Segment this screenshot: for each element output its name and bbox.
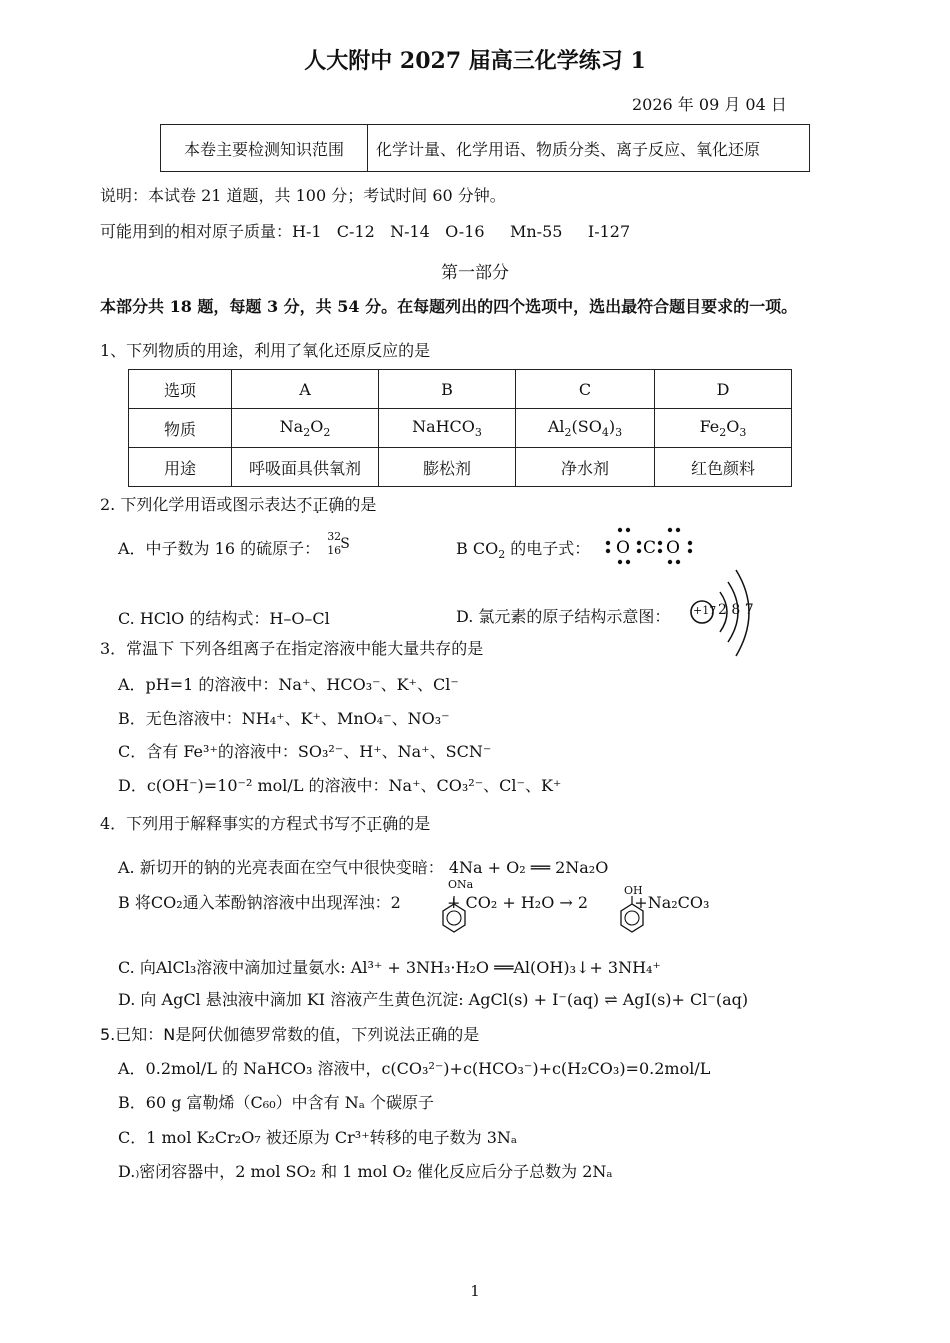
table-cell: B — [379, 370, 516, 409]
table-cell: $Na_2O_2$ — [232, 409, 379, 448]
q4-stem: 4．下列用于解释事实的方程式书写不正确 · · ·的是 — [100, 811, 430, 834]
table-row — [129, 370, 792, 409]
exam-note: 说明：本试卷 21 道题，共 100 分；考试时间 60 分钟。 — [100, 186, 506, 205]
q1-stem: 1、下列物质的用途，利用了氧化还原反应的是 — [100, 341, 431, 360]
q3-option-d: D．c(OH⁻)=10⁻² mol/L 的溶液中：Na⁺、CO₃²⁻、Cl⁻、K⁺ — [118, 776, 562, 795]
scope-table — [160, 124, 810, 172]
q4-option-c: C. 向AlCl₃溶液中滴加过量氨水: Al³⁺ + 3NH₃·H₂O ══Al(OH)₃↓+ 3NH₄⁺ — [118, 958, 661, 977]
q3-option-c: C．含有 Fe³⁺的溶液中：SO₃²⁻、H⁺、Na⁺、SCN⁻ — [118, 742, 492, 761]
q3-option-a: A．pH=1 的溶液中：Na⁺、HCO₃⁻、K⁺、Cl⁻ — [118, 675, 459, 694]
section-title: 第一部分 — [441, 263, 509, 283]
q3-stem: 3．常温下 下列各组离子在指定溶液中能大量共存的是 — [100, 639, 484, 658]
q3-option-b: B．无色溶液中：NH₄⁺、K⁺、MnO₄⁻、NO₃⁻ — [118, 709, 450, 728]
q5-option-a: A．0.2mol/L 的 NaHCO₃ 溶液中，c(CO₃²⁻)+c(HCO₃⁻)+c(H₂CO₃)=0.2mol/L — [118, 1059, 711, 1078]
q4-option-b: B 将CO₂通入苯酚钠溶液中出现浑浊：2 + CO₂ + H₂O → 2 +Na₂CO₃ — [118, 893, 710, 912]
svg-text:O: O — [616, 538, 630, 558]
table-cell: 用途 — [129, 448, 232, 487]
co2-electron-dot-diagram — [604, 526, 696, 566]
table-cell: A — [232, 370, 379, 409]
table-cell: 物质 — [129, 409, 232, 448]
q2-stem: 2. 下列化学用语或图示表达不正确 · · ·的是 — [100, 492, 376, 515]
scope-label: 本卷主要检测知识范围 — [161, 125, 368, 171]
svg-text:C: C — [643, 538, 657, 558]
q4-option-a: A. 新切开的钠的光亮表面在空气中很快变暗： 4Na + O₂ ══ 2Na₂O — [118, 858, 609, 877]
table-cell: D — [655, 370, 792, 409]
oh-label: OH — [624, 884, 643, 897]
page-title: 人大附中 2027 届高三化学练习 1 — [304, 48, 646, 74]
q1-table — [128, 369, 792, 487]
table-cell: C — [516, 370, 655, 409]
table-cell: NaHCO$_3$ — [379, 409, 516, 448]
q5-stem: 5.已知：N是阿伏伽德罗常数的值，下列说法正确的是 — [100, 1025, 480, 1044]
nucleus-charge: +17 — [693, 604, 717, 617]
table-cell: 净水剂 — [516, 448, 655, 487]
emphasis-mark: 不正确 · · · — [350, 811, 398, 834]
table-cell: $Fe_2O_3$ — [655, 409, 792, 448]
table-cell: 红色颜料 — [655, 448, 792, 487]
nuclide-symbol: 32 16 S — [327, 529, 350, 557]
atomic-masses: 可能用到的相对原子质量：H-1 C-12 N-14 O-16 Mn-55 I-127 — [100, 222, 631, 241]
table-cell: 呼吸面具供氧剂 — [232, 448, 379, 487]
exam-date: 2026 年 09 月 04 日 — [632, 95, 787, 114]
table-row — [129, 409, 792, 448]
q5-option-d: D.₎密闭容器中，2 mol SO₂ 和 1 mol O₂ 催化反应后分子总数为 2Nₐ — [118, 1162, 613, 1181]
q5-option-b: B．60 g 富勒烯（C₆₀）中含有 Nₐ 个碳原子 — [118, 1093, 434, 1112]
table-cell: 膨松剂 — [379, 448, 516, 487]
scope-value: 化学计量、化学用语、物质分类、离子反应、氧化还原 — [376, 139, 761, 159]
ona-label: ONa — [448, 878, 474, 891]
shell-electrons: 2 8 7 — [718, 602, 754, 618]
q2-option-c: C. HClO 的结构式：H–O–Cl — [118, 609, 330, 628]
q5-option-c: C．1 mol K₂Cr₂O₇ 被还原为 Cr³⁺转移的电子数为 3Nₐ — [118, 1128, 518, 1147]
table-cell: 选项 — [129, 370, 232, 409]
q2-option-d: D. 氯元素的原子结构示意图： — [456, 607, 671, 626]
q4-option-d: D. 向 AgCl 悬浊液中滴加 KI 溶液产生黄色沉淀: AgCl(s) + I⁻(aq) ⇌ AgI(s)+ Cl⁻(aq) — [118, 990, 749, 1009]
page-number: 1 — [470, 1282, 480, 1300]
svg-text:O: O — [666, 538, 680, 558]
table-row — [129, 448, 792, 487]
q2-option-a: A．中子数为 16 的硫原子： 32 16 S — [118, 536, 353, 560]
emphasis-mark: 不正确 · · · — [296, 492, 344, 515]
q2-option-b: B $CO_2$ 的电子式： — [456, 539, 591, 562]
section-intro: 本部分共 18 题，每题 3 分，共 54 分。在每题列出的四个选项中，选出最符合题目要求的一项。 — [100, 297, 798, 316]
table-cell: $Al_2(SO_4)_3$ — [516, 409, 655, 448]
